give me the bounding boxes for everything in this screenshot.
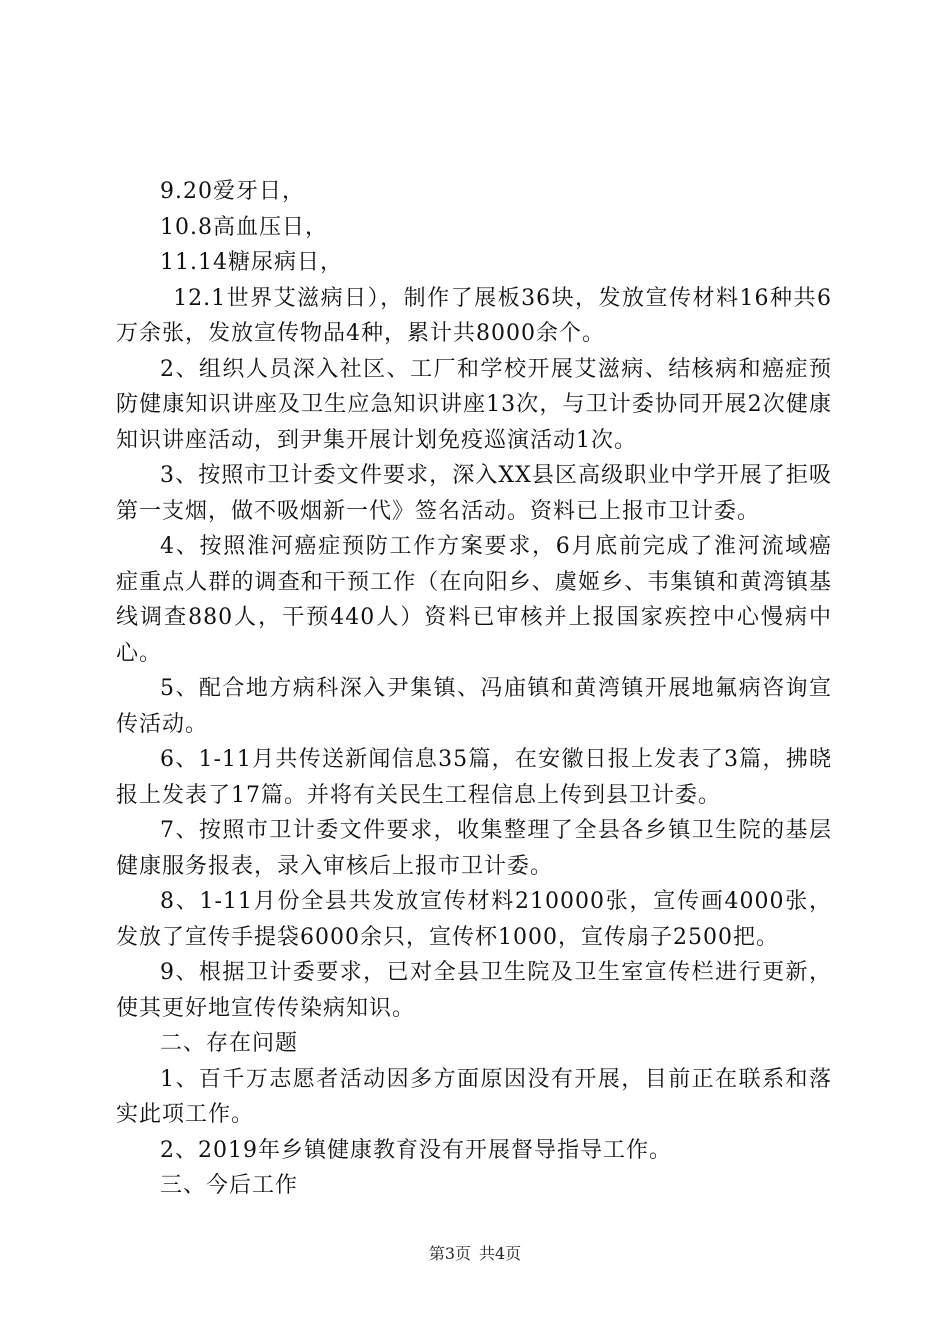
paragraph-item-7: 7、按照市卫计委文件要求，收集整理了全县各乡镇卫生院的基层健康服务报表，录入审核后上报市卫计委。 [116,818,832,879]
page-footer [0,1244,950,1264]
paragraph-item-5: 5、配合地方病科深入尹集镇、冯庙镇和黄湾镇开展地氟病咨询宣传活动。 [116,676,832,737]
paragraph-item-3: 3、按照市卫计委文件要求，深入XX县区高级职业中学开展了拒吸第一支烟，做不吸烟新一代》签名活动。资料已上报市卫计委。 [116,463,832,524]
paragraph-aiya-day: 9.20爱牙日， [160,179,305,204]
paragraph-item-2: 2、组织人员深入社区、工厂和学校开展艾滋病、结核病和癌症预防健康知识讲座及卫生应急知识讲座13次，与卫计委协同开展2次健康知识讲座活动，到尹集开展计划免疫巡演活动1次。 [116,356,832,453]
paragraph-item-6: 6、1-11月共传送新闻信息35篇，在安徽日报上发表了3篇，拂晓报上发表了17篇。并将有关民生工程信息上传到县卫计委。 [116,747,832,808]
document-body [116,174,832,1204]
paragraph-item-9: 9、根据卫计委要求，已对全县卫生院及卫生室宣传栏进行更新，使其更好地宣传传染病知识。 [116,960,832,1021]
paragraph-problem-2: 2、2019年乡镇健康教育没有开展督导指导工作。 [160,1137,672,1163]
paragraph-item-4: 4、按照淮河癌症预防工作方案要求，6月底前完成了淮河流域癌症重点人群的调查和干预工作（在向阳乡、虞姬乡、韦集镇和黄湾镇基线调查880人，干预440人）资料已审核并上报国家疾控中心慢病中心。 [116,534,832,666]
paragraph-item-8: 8、1-11月份全县共发放宣传材料210000张，宣传画4000张，发放了宣传手提袋6000余只，宣传杯1000，宣传扇子2500把。 [116,889,832,950]
page-total: 共4页 [479,1244,522,1263]
paragraph-problem-1: 1、百千万志愿者活动因多方面原因没有开展，目前正在联系和落实此项工作。 [116,1066,832,1127]
page-number: 第3页 [428,1244,471,1263]
section-heading-future-work: 三、今后工作 [160,1173,299,1198]
paragraph-hypertension-day: 10.8高血压日， [160,214,328,240]
paragraph-diabetes-day: 11.14糖尿病日， [160,250,343,275]
paragraph-aids-day-summary: 12.1世界艾滋病日），制作了展板36块，发放宣传材料16种共6万余张，发放宣传物品4种，累计共8000余个。 [116,285,832,346]
section-heading-problems: 二、存在问题 [160,1031,299,1056]
